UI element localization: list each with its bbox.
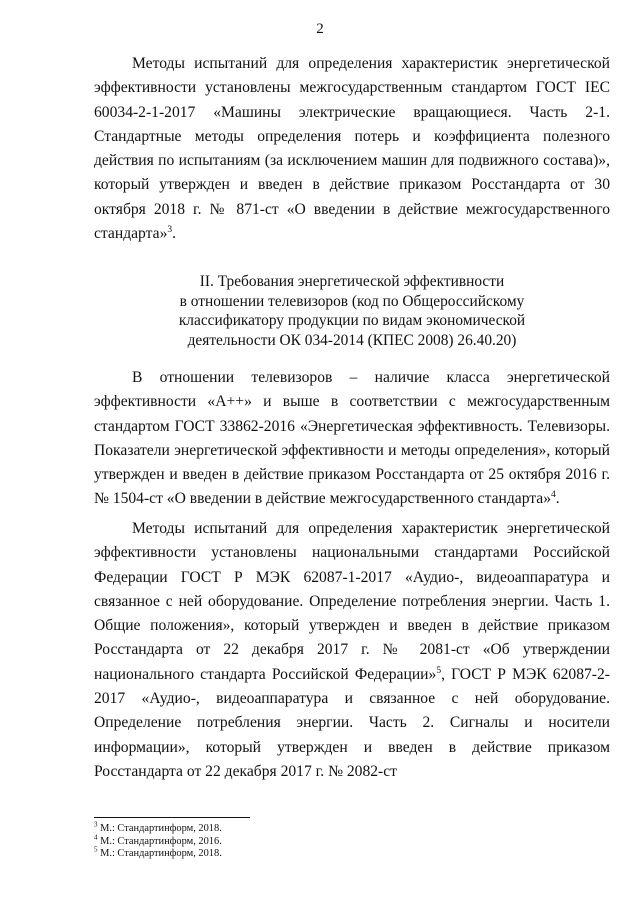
paragraph-test-methods-motors: Методы испытаний для определения характеристик энергетической эффективности установлены межгосударственным стандартом ГОСТ IEC 60034-2-1-2017 «Машины электрические вращающиеся. Часть 2-1. Стандартные методы определения потерь и коэффициента полезного действия по испытаниям (за исключением машин для подвижного состава)», который утвержден и введен в действие приказом Росстандарта от 30 октября 2018 г. № 871-ст «О введении в действие межгосударственного стандарта»$^3$. [94,55,610,243]
footnote-reference: 3 [167,224,173,235]
footnote-text: М.: Стандартинформ, 2016. [100,835,222,847]
footnote-reference: 4 [551,490,556,501]
footnote-text: М.: Стандартинформ, 2018. [100,823,222,834]
paragraph-tv-requirements: В отношении телевизоров – наличие класса энергетической эффективности «А++» и выше в соответствии с межгосударственным стандартом ГОСТ 33862-2016 «Энергетическая эффективность. Телевизоры. Показатели энергетической эффективности и методы определения», который утвержден и введен в действие приказом Росстандарта от 25 октября 2016 г. № 1504-ст «О введении в действие межгосударственного стандарта»$^4$. [94,369,610,508]
paragraph-text-continued: , ГОСТ Р МЭК 62087-2-2017 «Аудио-, видеоаппаратура и связанное с ней оборудование. Определение потребления энергии. Часть 2. Сигналы и носители информации», который утвержден и введен в действие приказом Росстандарта от 22 декабря 2017 г. № 2082-ст [94,665,610,780]
paragraph-test-methods-tv [94,517,610,784]
footnote [94,833,494,849]
footnotes [94,820,494,861]
footnote-mark: 3 [94,820,98,829]
section-heading [94,272,610,350]
section-heading-line: деятельности ОК 034-2014 (КПЕС 2008) 26.40.20) [187,331,517,349]
section-heading-line: II. Требования энергетической эффективности [199,273,505,290]
section-heading-line: в отношении телевизоров (код по Общероссийскому [179,292,525,310]
footnote-separator [94,817,250,818]
paragraph-text: Методы испытаний для определения характеристик энергетической эффективности установлены межгосударственным стандартом ГОСТ IEC 60034-2-1-2017 «Машины электрические вращающиеся. Часть 2-1. Стандартные методы определения потерь и коэффициента полезного действия по испытаниям (за исключением машин для подвижного состава)», который утвержден и введен в действие приказом Росстандарта от 30 октября 2018 г. № 871-ст «О введении в действие межгосударственного стандарта» [94,55,610,243]
paragraph-text: В отношении телевизоров – наличие класса энергетической эффективности «А++» и выше в соответствии с межгосударственным стандартом ГОСТ 33862-2016 «Энергетическая эффективность. Телевизоры. Показатели энергетической эффективности и методы определения», который утвержден и введен в действие приказом Росстандарта от 25 октября 2016 г. № 1504-ст «О введении в действие межгосударственного стандарта» [94,369,610,508]
paragraph-text: Методы испытаний для определения характеристик энергетической эффективности установлены национальными стандартами Российской Федерации ГОСТ Р МЭК 62087-1-2017 «Аудио-, видеоаппаратура и связанное с ней оборудование. Определение потребления энергии. Часть 1. Общие положения», который утвержден и введен в действие приказом Росстандарта от 22 декабря 2017 г. № 2081-ст «Об утверждении национального стандарта Российской Федерации» [94,520,610,683]
footnote-mark: 5 [94,845,98,854]
footnote-text: М.: Стандартинформ, 2018. [100,848,222,860]
footnote [94,845,494,861]
footnote [94,820,494,836]
page-number: 2 [316,21,324,37]
footnote-mark: 4 [94,833,98,842]
section-heading-line: классификатору продукции по видам экономической [178,312,526,329]
footnote-reference: 5 [436,665,442,676]
